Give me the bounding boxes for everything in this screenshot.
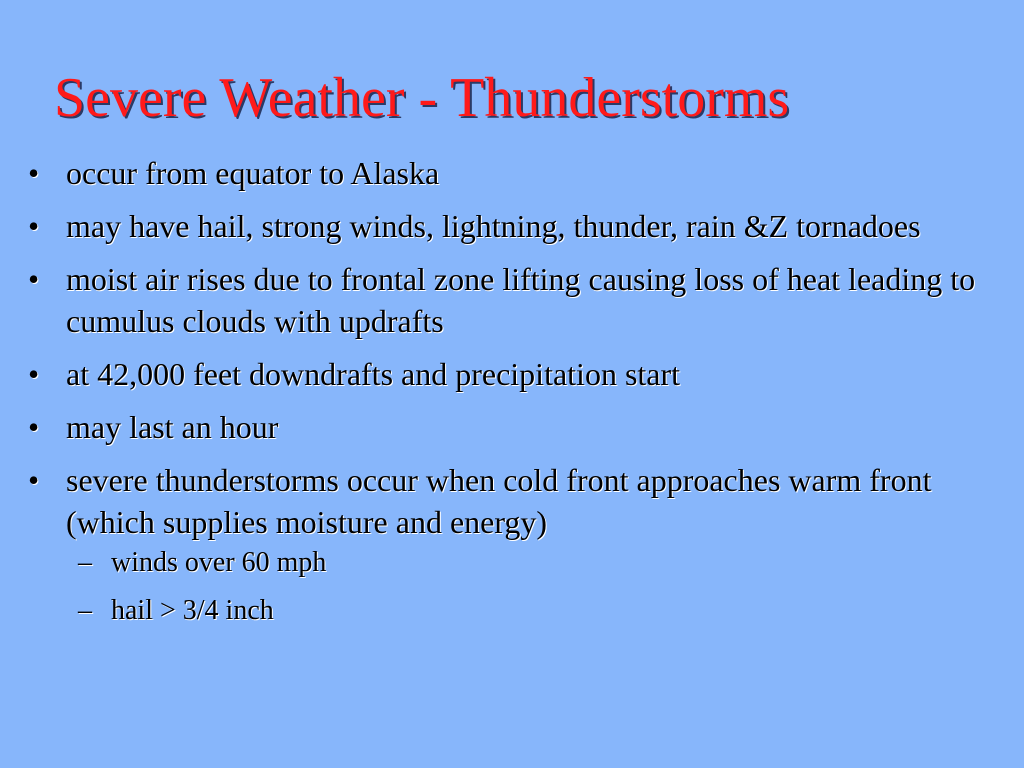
bullet-text: severe thunderstorms occur when cold front approaches warm front (which supplies moisture and energy) bbox=[66, 462, 932, 540]
sub-bullet-text: hail > 3/4 inch bbox=[111, 595, 274, 626]
bullet-text: may last an hour bbox=[66, 409, 279, 445]
sub-bullet-item bbox=[0, 593, 1000, 629]
bullet-marker: • bbox=[28, 155, 40, 191]
bullet-item bbox=[0, 406, 1000, 448]
bullet-item bbox=[0, 205, 1000, 247]
bullet-marker: • bbox=[28, 462, 40, 498]
sub-bullet-list bbox=[0, 545, 1000, 629]
bullet-text: moist air rises due to frontal zone lifting causing loss of heat leading to cumulus clouds with updrafts bbox=[66, 261, 976, 339]
bullet-item bbox=[0, 258, 1000, 342]
bullet-item bbox=[0, 353, 1000, 395]
bullet-text: at 42,000 feet downdrafts and precipitation start bbox=[66, 356, 681, 392]
bullet-text: occur from equator to Alaska bbox=[66, 155, 440, 191]
bullet-item bbox=[0, 459, 1000, 629]
sub-bullet-text: winds over 60 mph bbox=[111, 547, 327, 578]
bullet-marker: • bbox=[28, 208, 40, 244]
bullet-marker: • bbox=[28, 409, 40, 445]
bullet-item bbox=[0, 152, 1000, 194]
slide-title: Severe Weather - Thunderstorms bbox=[54, 67, 790, 129]
bullet-list bbox=[0, 152, 1000, 641]
bullet-marker: • bbox=[28, 356, 40, 392]
sub-bullet-item bbox=[0, 545, 1000, 581]
dash-marker: – bbox=[78, 595, 92, 626]
bullet-text: may have hail, strong winds, lightning, thunder, rain &Z tornadoes bbox=[66, 208, 921, 244]
bullet-marker: • bbox=[28, 261, 40, 297]
dash-marker: – bbox=[78, 547, 92, 578]
